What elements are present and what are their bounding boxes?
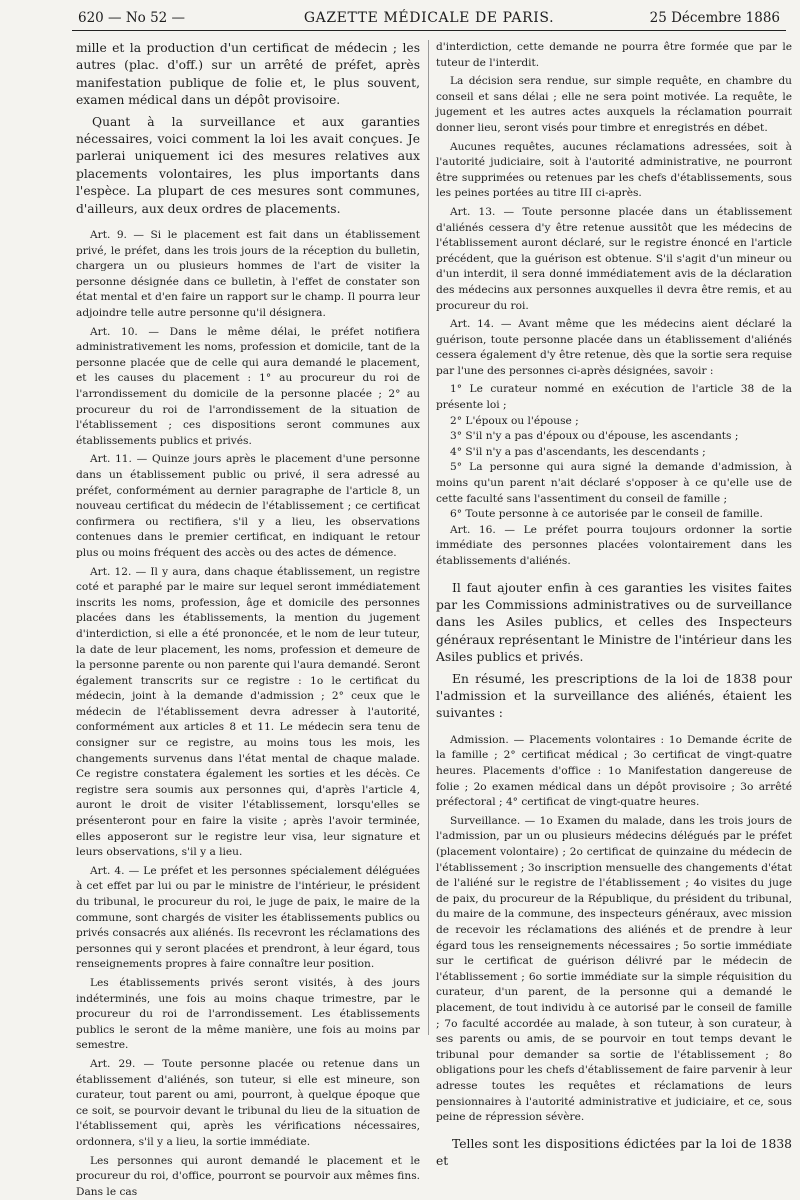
paragraph: Surveillance. — 1o Examen du malade, dans les trois jours de l'admission, par un ou plusieurs médecins délégués par le préfet (placement volontaire) ; 2o certificat de quinzaine du médecin de l'établissement ; 3o inscription mensuelle des changements d'état de l'aliéné sur le registre de l'établissement ; 4o visites du juge de paix, du procureur de la République, du président du tribunal, du maire de la commune, des inspecteurs généraux, avec mission de recevoir les réclamations des aliénés et de prendre à leur égard tous les renseignements nécessaires ; 5o sortie immédiate sur le certificat de guérison délivré par le médecin de l'établissement ; 6o sortie immédiate sur la simple réquisition du curateur, d'un parent, de la personne qui a demandé le placement, de tout individu à ce autorisé par le conseil de famille ; 7o faculté accordée au malade, à son tuteur, à son curateur, à ses parents ou amis, de se pourvoir en tout temps devant le tribunal pour demander sa sortie de l'établissement ; 8o obligations pour les chefs d'établissement de faire parvenir à leur adresse toutes les requêtes et réclamations de leurs pensionnaires à l'autorité administrative et judiciaire, et ce, sous peine de répression sévère. bbox=[436, 814, 792, 1126]
paragraph: Les établissements privés seront visités, à des jours indéterminés, une fois au moins chaque trimestre, par le procureur du roi de l'arrondissement. Les établissements publics le seront de la même manière, une fois au moins par semestre. bbox=[76, 976, 420, 1054]
column-divider bbox=[428, 40, 429, 1035]
paragraph: Aucunes requêtes, aucunes réclamations adressées, soit à l'autorité judiciaire, soit à l'autorité administrative, ne pourront être supprimées ou retenues par les chefs d'établissements, sous les peines portées au titre III ci-après. bbox=[436, 140, 792, 202]
issue-date: 25 Décembre 1886 bbox=[650, 6, 780, 30]
page-header bbox=[72, 6, 786, 31]
paragraph: La décision sera rendue, sur simple requête, en chambre du conseil et sans délai ; elle ne sera point motivée. La requête, le jugement et les autres actes auxquels la réclamation pourrait donner lieu, seront visés pour timbre et enregistrés en débet. bbox=[436, 74, 792, 136]
paragraph: Les personnes qui auront demandé le placement et le procureur du roi, d'office, pourront se pourvoir aux mêmes fins. Dans le cas bbox=[76, 1154, 420, 1200]
left-column bbox=[76, 40, 420, 1035]
paragraph: Art. 4. — Le préfet et les personnes spécialement déléguées à cet effet par lui ou par le ministre de l'intérieur, le président du tribunal, le procureur du roi, le juge de paix, le maire de la commune, sont chargés de visiter les établissements publics ou privés consacrés aux aliénés. Ils recevront les réclamations des personnes qui y seront placées et prendront, à leur égard, tous renseignements propres à faire connaître leur position. bbox=[76, 864, 420, 973]
paragraph: Telles sont les dispositions édictées par la loi de 1838 et bbox=[436, 1136, 792, 1171]
paragraph: Art. 16. — Le préfet pourra toujours ordonner la sortie immédiate des personnes placées volontairement dans les établissements d'aliénés. bbox=[436, 523, 792, 570]
paragraph: Art. 10. — Dans le même délai, le préfet notifiera administrativement les noms, profession et domicile, tant de la personne placée que de celle qui aura demandé le placement, et les causes du placement : 1° au procureur du roi de l'arrondissement du domicile de la personne placée ; 2° au procureur du roi de l'arrondissement de la situation de l'établissement ; ces dispositions seront communes aux établissements publics et privés. bbox=[76, 325, 420, 450]
paragraph: Il faut ajouter enfin à ces garanties les visites faites par les Commissions administratives ou de surveillance dans les Asiles publics, et celles des Inspecteurs généraux représentant le Ministre de l'intérieur dans les Asiles publics et privés. bbox=[436, 580, 792, 667]
paragraph: 5° La personne qui aura signé la demande d'admission, à moins qu'un parent n'ait déclaré s'opposer à ce qu'elle use de cette faculté sans l'assentiment du conseil de famille ; bbox=[436, 460, 792, 507]
paragraph: En résumé, les prescriptions de la loi de 1838 pour l'admission et la surveillance des aliénés, étaient les suivantes : bbox=[436, 671, 792, 723]
paragraph: 3° S'il n'y a pas d'époux ou d'épouse, les ascendants ; bbox=[436, 429, 792, 445]
right-column bbox=[436, 40, 792, 1035]
paragraph: 2° L'époux ou l'épouse ; bbox=[436, 414, 792, 430]
paragraph: d'interdiction, cette demande ne pourra être formée que par le tuteur de l'interdit. bbox=[436, 40, 792, 71]
paragraph: Admission. — Placements volontaires : 1o Demande écrite de la famille ; 2° certificat médical ; 3o certificat de vingt-quatre heures. Placements d'office : 1o Manifestation dangereuse de folie ; 2o examen médical dans un dépôt provisoire ; 3o arrêté préfectoral ; 4° certificat de vingt-quatre heures. bbox=[436, 733, 792, 811]
paragraph: 1° Le curateur nommé en exécution de l'article 38 de la présente loi ; bbox=[436, 382, 792, 413]
paragraph: 4° S'il n'y a pas d'ascendants, les descendants ; bbox=[436, 445, 792, 461]
paragraph: Art. 14. — Avant même que les médecins aient déclaré la guérison, toute personne placée dans un établissement d'aliénés cessera également d'y être retenue, dès que la sortie sera requise par l'une des personnes ci-après désignées, savoir : bbox=[436, 317, 792, 379]
page-number: 620 — No 52 — bbox=[78, 6, 185, 30]
paragraph: Art. 9. — Si le placement est fait dans un établissement privé, le préfet, dans les trois jours de la réception du bulletin, chargera un ou plusieurs hommes de l'art de visiter la personne désignée dans ce bulletin, à l'effet de constater son état mental et d'en faire un rapport sur le champ. Il pourra leur adjoindre telle autre personne qu'il désignera. bbox=[76, 228, 420, 322]
paragraph: Quant à la surveillance et aux garanties nécessaires, voici comment la loi les avait conçues. Je parlerai uniquement ici des mesures relatives aux placements volontaires, les plus importants dans l'espèce. La plupart de ces mesures sont communes, d'ailleurs, aux deux ordres de placements. bbox=[76, 114, 420, 218]
paragraph: Art. 11. — Quinze jours après le placement d'une personne dans un établissement public ou privé, il sera adressé au préfet, conformément au dernier paragraphe de l'article 8, un nouveau certificat du médecin de l'établissement ; ce certificat confirmera ou rectifiera, s'il y a lieu, les observations contenues dans le premier certificat, en indiquant le retour plus ou moins fréquent des accès ou des actes de démence. bbox=[76, 452, 420, 561]
paragraph: mille et la production d'un certificat de médecin ; les autres (plac. d'off.) sur un arrêté de préfet, après manifestation publique de folie et, le plus souvent, examen médical dans un dépôt provisoire. bbox=[76, 40, 420, 110]
paragraph: Art. 12. — Il y aura, dans chaque établissement, un registre coté et paraphé par le maire sur lequel seront immédiatement inscrits les noms, profession, âge et domicile des personnes placées dans les établissements, la mention du jugement d'interdiction, si elle a été prononcée, et le nom de leur tuteur, la date de leur placement, les noms, profession et demeure de la personne parente ou non parente qui l'aura demandé. Seront également transcrits sur ce registre : 1o le certificat du médecin, joint à la demande d'admission ; 2° ceux que le médecin de l'établissement devra adresser à l'autorité, conformément aux articles 8 et 11. Le médecin sera tenu de consigner sur ce registre, au moins tous les mois, les changements survenus dans l'état mental de chaque malade. Ce registre constatera également les sorties et les décès. Ce registre sera soumis aux personnes qui, d'après l'article 4, auront le droit de visiter l'établissement, lorsqu'elles se présenteront pour en faire la visite ; après l'avoir terminée, elles apposeront sur le registre leur visa, leur signature et leurs observations, s'il y a lieu. bbox=[76, 565, 420, 861]
journal-title: GAZETTE MÉDICALE DE PARIS. bbox=[72, 6, 786, 30]
paragraph: Art. 13. — Toute personne placée dans un établissement d'aliénés cessera d'y être retenue aussitôt que les médecins de l'établissement auront déclaré, sur le registre énoncé en l'article précédent, que la guérison est obtenue. S'il s'agit d'un mineur ou d'un interdit, il sera donné immédiatement avis de la déclaration des médecins aux personnes auxquelles il devra être remis, et au procureur du roi. bbox=[436, 205, 792, 314]
paragraph: 6° Toute personne à ce autorisée par le conseil de famille. bbox=[436, 507, 792, 523]
paragraph: Art. 29. — Toute personne placée ou retenue dans un établissement d'aliénés, son tuteur, si elle est mineure, son curateur, tout parent ou ami, pourront, à quelque époque que ce soit, se pourvoir devant le tribunal du lieu de la situation de l'établissement qui, après les vérifications nécessaires, ordonnera, s'il y a lieu, la sortie immédiate. bbox=[76, 1057, 420, 1151]
